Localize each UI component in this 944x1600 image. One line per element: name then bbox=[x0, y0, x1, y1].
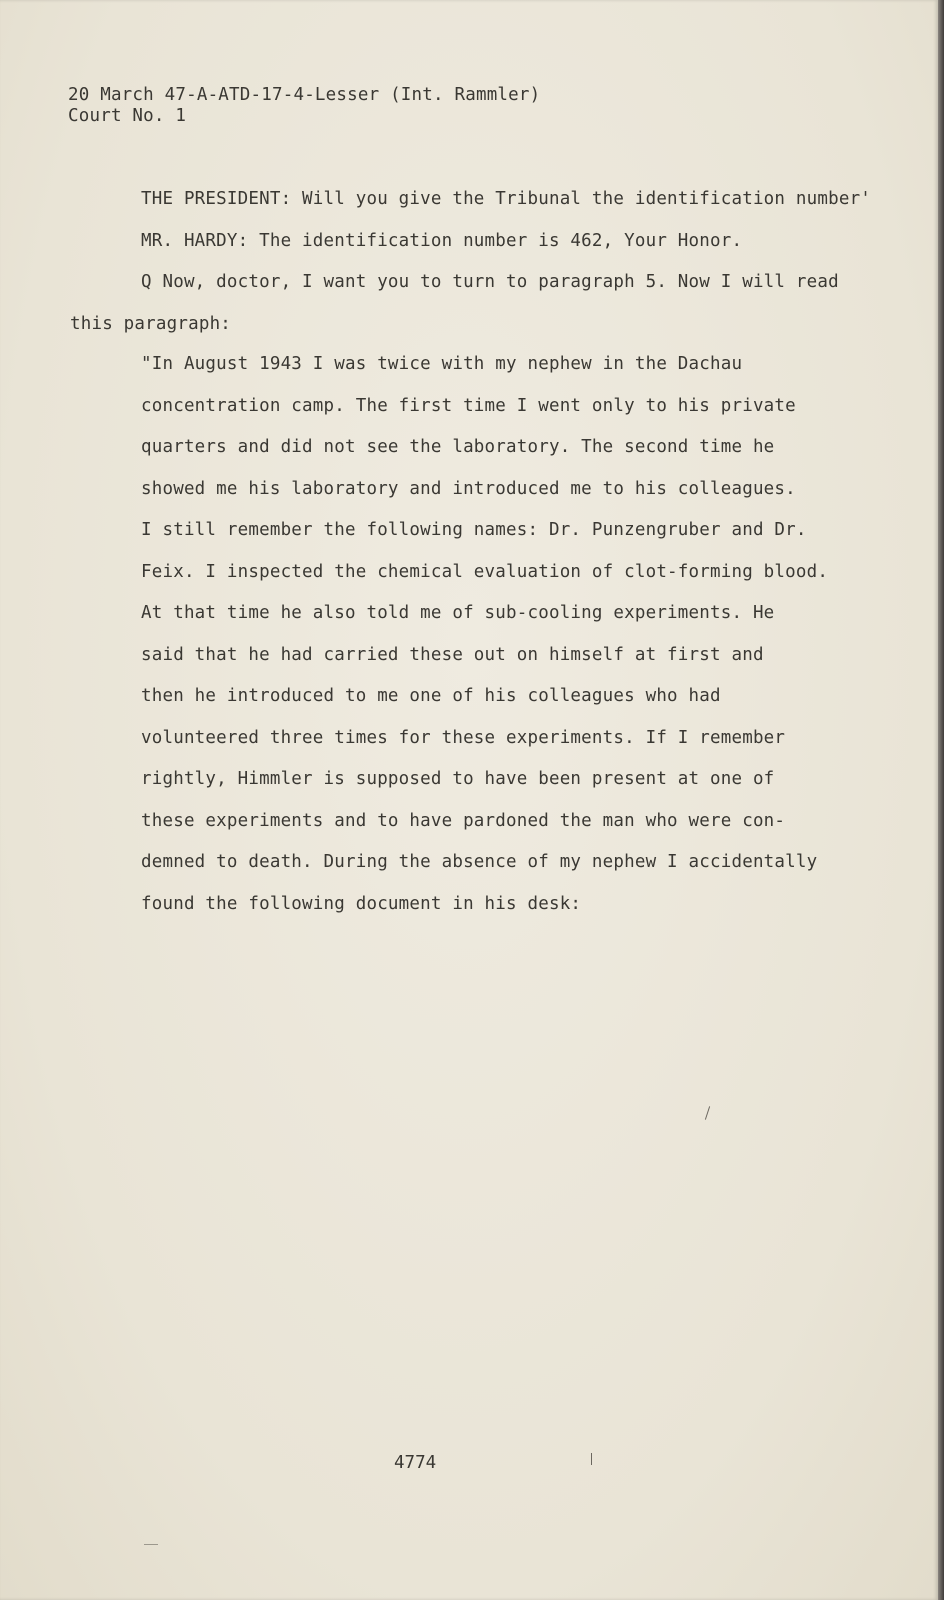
paper-mark bbox=[591, 1453, 592, 1465]
quote-line: volunteered three times for these experiments. If I remember bbox=[141, 728, 786, 748]
quote-line: demned to death. During the absence of my nephew I accidentally bbox=[141, 852, 818, 872]
quote-line: Feix. I inspected the chemical evaluation of clot-forming blood. bbox=[141, 562, 829, 582]
quote-line: "In August 1943 I was twice with my nephew in the Dachau bbox=[141, 354, 743, 374]
quote-line: found the following document in his desk: bbox=[141, 894, 582, 914]
header-court: Court No. 1 bbox=[68, 106, 187, 126]
quote-line: said that he had carried these out on himself at first and bbox=[141, 645, 764, 665]
header-reference: 20 March 47-A-ATD-17-4-Lesser (Int. Rammler) bbox=[68, 85, 541, 105]
quote-line: concentration camp. The first time I went only to his private bbox=[141, 396, 796, 416]
page-edge bbox=[938, 0, 944, 1600]
quote-line: rightly, Himmler is supposed to have been present at one of bbox=[141, 769, 775, 789]
quote-line: then he introduced to me one of his colleagues who had bbox=[141, 686, 721, 706]
question-line-2: this paragraph: bbox=[70, 314, 232, 334]
question-line-1: Q Now, doctor, I want you to turn to paragraph 5. Now I will read bbox=[141, 272, 839, 292]
hardy-line: MR. HARDY: The identification number is 462, Your Honor. bbox=[141, 231, 743, 251]
paper-mark bbox=[705, 1106, 710, 1120]
quote-line: quarters and did not see the laboratory. The second time he bbox=[141, 437, 775, 457]
quote-line: showed me his laboratory and introduced me to his colleagues. bbox=[141, 479, 796, 499]
quote-line: At that time he also told me of sub-cooling experiments. He bbox=[141, 603, 775, 623]
paper-mark bbox=[144, 1544, 158, 1545]
quote-line: I still remember the following names: Dr. Punzengruber and Dr. bbox=[141, 520, 807, 540]
president-line: THE PRESIDENT: Will you give the Tribunal the identification number' bbox=[141, 189, 872, 209]
page-number: 4774 bbox=[394, 1453, 437, 1473]
quote-line: these experiments and to have pardoned the man who were con- bbox=[141, 811, 786, 831]
